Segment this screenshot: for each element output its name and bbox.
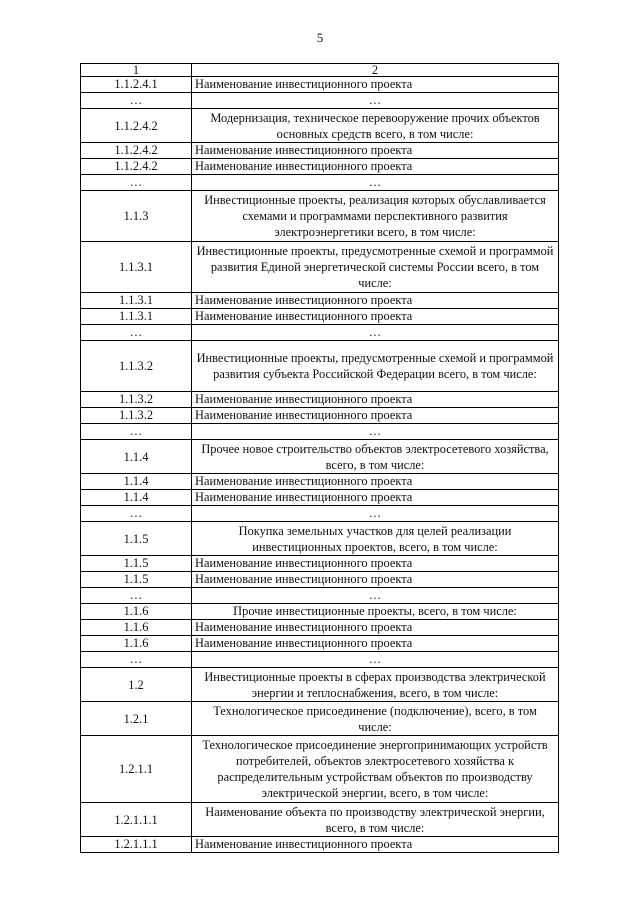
row-code: 1.1.2.4.2 [81, 109, 192, 143]
table-row [81, 837, 559, 853]
row-code: 1.1.3.1 [81, 242, 192, 293]
row-text: … [192, 424, 559, 440]
table-row [81, 191, 559, 242]
header-col-1: 1 [81, 64, 192, 77]
row-code: … [81, 424, 192, 440]
table-row [81, 803, 559, 837]
table-row [81, 309, 559, 325]
row-text: Наименование объекта по производству электрической энергии, всего, в том числе: [192, 803, 559, 837]
table-row [81, 242, 559, 293]
row-text: Прочее новое строительство объектов электросетевого хозяйства, всего, в том числе: [192, 440, 559, 474]
table-row [81, 736, 559, 803]
row-code: 1.1.6 [81, 636, 192, 652]
row-code: 1.1.2.4.2 [81, 159, 192, 175]
row-text: Наименование инвестиционного проекта [192, 392, 559, 408]
table-row [81, 341, 559, 392]
row-code: … [81, 325, 192, 341]
table-row [81, 143, 559, 159]
table-row [81, 490, 559, 506]
table-row [81, 77, 559, 93]
row-text: Инвестиционные проекты, предусмотренные схемой и программой развития Единой энергетической системы России всего, в том числе: [192, 242, 559, 293]
row-code: 1.1.4 [81, 474, 192, 490]
row-text: … [192, 93, 559, 109]
row-code: 1.2.1.1.1 [81, 837, 192, 853]
row-text: Наименование инвестиционного проекта [192, 474, 559, 490]
row-code: … [81, 93, 192, 109]
row-code: … [81, 506, 192, 522]
table-row [81, 440, 559, 474]
row-code: 1.1.2.4.1 [81, 77, 192, 93]
row-text: … [192, 325, 559, 341]
table-row [81, 474, 559, 490]
row-code: 1.1.3.2 [81, 408, 192, 424]
row-text: Наименование инвестиционного проекта [192, 293, 559, 309]
row-text: … [192, 652, 559, 668]
row-code: 1.1.3.2 [81, 341, 192, 392]
row-code: 1.1.5 [81, 556, 192, 572]
row-code: … [81, 652, 192, 668]
table-row [81, 620, 559, 636]
row-text: Наименование инвестиционного проекта [192, 572, 559, 588]
row-code: 1.2.1.1 [81, 736, 192, 803]
row-text: Наименование инвестиционного проекта [192, 490, 559, 506]
row-text: Инвестиционные проекты, предусмотренные схемой и программой развития субъекта Российской Федерации всего, в том числе: [192, 341, 559, 392]
table-header-row [81, 64, 559, 77]
row-code: … [81, 175, 192, 191]
row-text: Наименование инвестиционного проекта [192, 620, 559, 636]
table-row [81, 109, 559, 143]
table-row [81, 392, 559, 408]
row-text: Технологическое присоединение (подключение), всего, в том числе: [192, 702, 559, 736]
row-text: … [192, 588, 559, 604]
table-row [81, 636, 559, 652]
row-code: 1.1.6 [81, 620, 192, 636]
row-text: Покупка земельных участков для целей реализации инвестиционных проектов, всего, в том числе: [192, 522, 559, 556]
row-text: Наименование инвестиционного проекта [192, 309, 559, 325]
row-code: 1.1.5 [81, 572, 192, 588]
row-text: Наименование инвестиционного проекта [192, 837, 559, 853]
row-text: Наименование инвестиционного проекта [192, 408, 559, 424]
row-text: Технологическое присоединение энергопринимающих устройств потребителей, объектов электросетевого хозяйства к распределительным устройствам объектов по производству электрической энергии, всего, в том числе: [192, 736, 559, 803]
row-text: Наименование инвестиционного проекта [192, 159, 559, 175]
table-row [81, 506, 559, 522]
table-row [81, 408, 559, 424]
table-row [81, 588, 559, 604]
row-code: 1.2.1.1.1 [81, 803, 192, 837]
row-code: 1.1.6 [81, 604, 192, 620]
table-row [81, 175, 559, 191]
row-code: 1.1.2.4.2 [81, 143, 192, 159]
row-text: Прочие инвестиционные проекты, всего, в том числе: [192, 604, 559, 620]
investment-projects-table [80, 63, 559, 853]
table-row [81, 702, 559, 736]
row-text: Модернизация, техническое перевооружение прочих объектов основных средств всего, в том числе: [192, 109, 559, 143]
table-row [81, 325, 559, 341]
table-row [81, 522, 559, 556]
row-code: 1.2.1 [81, 702, 192, 736]
table-row [81, 556, 559, 572]
row-text: Наименование инвестиционного проекта [192, 143, 559, 159]
row-text: Наименование инвестиционного проекта [192, 77, 559, 93]
row-code: 1.1.3.1 [81, 293, 192, 309]
row-text: Инвестиционные проекты в сферах производства электрической энергии и теплоснабжения, всего, в том числе: [192, 668, 559, 702]
row-code: 1.1.3.1 [81, 309, 192, 325]
row-text: … [192, 175, 559, 191]
table-row [81, 572, 559, 588]
row-code: 1.1.4 [81, 440, 192, 474]
row-code: 1.1.3 [81, 191, 192, 242]
table-row [81, 668, 559, 702]
table-row [81, 93, 559, 109]
header-col-2: 2 [192, 64, 559, 77]
row-text: … [192, 506, 559, 522]
row-text: Наименование инвестиционного проекта [192, 556, 559, 572]
page-number: 5 [316, 30, 324, 45]
table-row [81, 424, 559, 440]
row-code: 1.1.4 [81, 490, 192, 506]
row-code: 1.1.5 [81, 522, 192, 556]
row-code: … [81, 588, 192, 604]
row-code: 1.1.3.2 [81, 392, 192, 408]
row-text: Инвестиционные проекты, реализация которых обуславливается схемами и программами перспективного развития электроэнергетики всего, в том числе: [192, 191, 559, 242]
row-code: 1.2 [81, 668, 192, 702]
table-row [81, 159, 559, 175]
row-text: Наименование инвестиционного проекта [192, 636, 559, 652]
table-row [81, 652, 559, 668]
table-row [81, 604, 559, 620]
table-row [81, 293, 559, 309]
